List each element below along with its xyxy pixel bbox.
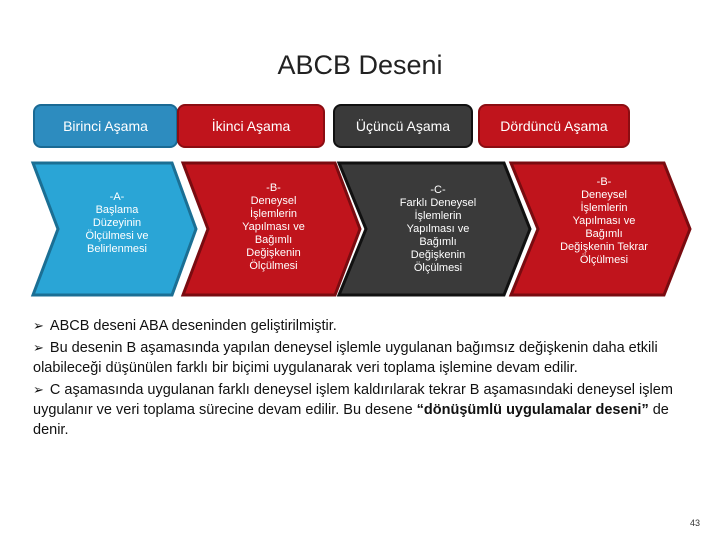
arrow-bullet-icon: ➢	[33, 318, 44, 333]
arrow-bullet-icon: ➢	[33, 340, 44, 355]
tab-ucuncu-asama: Üçüncü Aşama	[333, 104, 473, 148]
bullet-3: ➢ C aşamasında uygulanan farklı deneysel işlem kaldırılarak tekrar B aşamasındaki deneysel işlem uygulanır ve veri toplama sürecine devam edilir. Bu desene “dönüşümlü uygulamalar deseni” de denir.	[33, 382, 673, 438]
stage-c-text: -C- Farklı Deneysel İşlemlerin Yapılması ve Bağımlı Değişkenin Ölçülmesi	[399, 183, 477, 274]
bullet-1: ➢ ABCB deseni ABA deseninden geliştirilmiştir.	[33, 318, 337, 334]
bullet-list	[33, 316, 693, 442]
tab-birinci-asama: Birinci Aşama	[33, 104, 178, 148]
page-number: 43	[689, 518, 700, 528]
stage-c-chevron	[336, 160, 534, 298]
stage-b2-chevron	[508, 160, 694, 298]
stage-a-chevron	[30, 160, 200, 298]
stage-a-text: -A- Başlama Düzeyinin Ölçülmesi ve Belirlenmesi	[85, 190, 149, 255]
stage-b-text: -B- Deneysel İşlemlerin Yapılması ve Bağımlı Değişkenin Ölçülmesi	[242, 181, 305, 272]
bullet-2: ➢ Bu desenin B aşamasında yapılan deneysel işlemle uygulanan bağımsız değişkenin daha etkili olabileceği düşünülen farklı bir biçimi uygulanarak veri toplama işlemine devam edilir.	[33, 340, 658, 376]
emphasis-text: “dönüşümlü uygulamalar deseni”	[416, 402, 649, 418]
stage-b2-text: -B- Deneysel İşlemlerin Yapılması ve Bağımlı Değişkenin Tekrar Ölçülmesi	[560, 175, 648, 266]
slide-title: ABCB Deseni	[277, 50, 443, 80]
arrow-bullet-icon: ➢	[33, 382, 44, 397]
tab-ikinci-asama: İkinci Aşama	[177, 104, 325, 148]
tab-dorduncu-asama: Dördüncü Aşama	[478, 104, 630, 148]
